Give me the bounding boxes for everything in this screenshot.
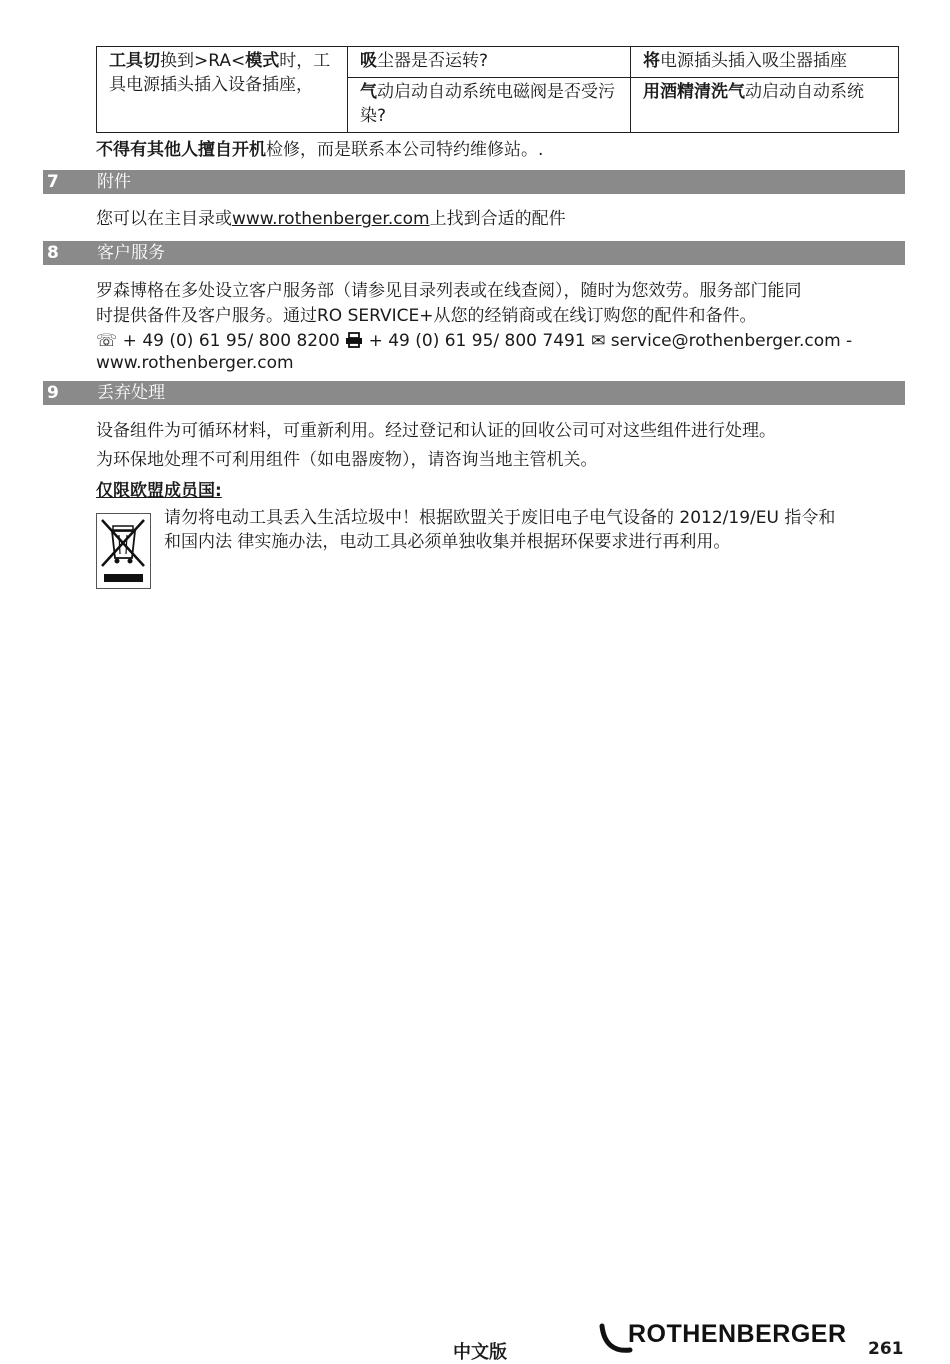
web-link[interactable]: www.rothenberger.com [96, 353, 294, 373]
rothenberger-logo [598, 1320, 850, 1356]
section-title: 附件 [97, 172, 131, 192]
table-cell-remedy: 将电源插头插入吸尘器插座 [631, 47, 899, 78]
footer-language: 中文版 [453, 1342, 507, 1363]
brand-name: ROTHENBERGER [628, 1320, 847, 1348]
accessories-text: 您可以在主目录或www.rothenberger.com上找到合适的配件 [96, 209, 566, 229]
phone-number: + 49 (0) 61 95/ 800 8200 [122, 331, 340, 351]
disposal-paragraph-2: 为环保地处理不可利用组件（如电器废物），请咨询当地主管机关。 [96, 450, 598, 470]
table-cell-remedy: 用酒精清洗气动启动自动系统 [631, 78, 899, 133]
section-header-accessories [43, 170, 905, 194]
section-number: 8 [47, 243, 59, 263]
service-paragraph: 罗森博格在多处设立客户服务部（请参见目录列表或在线查阅），随时为您效劳。服务部门能同 时提供备件及客户服务。通过RO SERVICE+从您的经销商或在线订购您的配件和备件。 [96, 281, 802, 326]
table-cell-cause: 工具切换到>RA<模式时，工具电源插头插入设备插座， [97, 47, 348, 133]
table-cell-check: 吸尘器是否运转? [348, 47, 631, 78]
repair-note: 不得有其他人擅自开机检修，而是联系本公司特约维修站。. [96, 140, 544, 160]
section-title: 丢弃处理 [97, 383, 165, 403]
table-cell-check: 气动启动自动系统电磁阀是否受污染? [348, 78, 631, 133]
phone-icon: ☏ [96, 331, 118, 351]
fax-icon [345, 331, 363, 351]
website-link[interactable]: www.rothenberger.com [232, 209, 430, 229]
section-number: 9 [47, 383, 59, 403]
section-header-disposal [43, 381, 905, 405]
page-number: 261 [868, 1339, 904, 1359]
eu-disposal-text: 请勿将电动工具丢入生活垃圾中！根据欧盟关于废旧电子电气设备的 2012/19/EU 指令和 和国内法 律实施办法，电动工具必须单独收集并根据环保要求进行再利用。 [164, 508, 836, 552]
section-title: 客户服务 [97, 243, 165, 263]
eu-heading: 仅限欧盟成员国: [96, 481, 222, 501]
fax-number: + 49 (0) 61 95/ 800 7491 [368, 331, 586, 351]
mail-icon: ✉ [591, 331, 606, 351]
section-number: 7 [47, 172, 59, 192]
contact-info [96, 330, 896, 374]
email-link[interactable]: service@rothenberger.com - [610, 331, 853, 351]
section-header-customer-service [43, 241, 905, 265]
troubleshooting-table [96, 46, 899, 133]
disposal-paragraph-1: 设备组件为可循环材料，可重新利用。经过登记和认证的回收公司可对这些组件进行处理。 [96, 421, 776, 441]
weee-bin-icon [96, 513, 151, 589]
